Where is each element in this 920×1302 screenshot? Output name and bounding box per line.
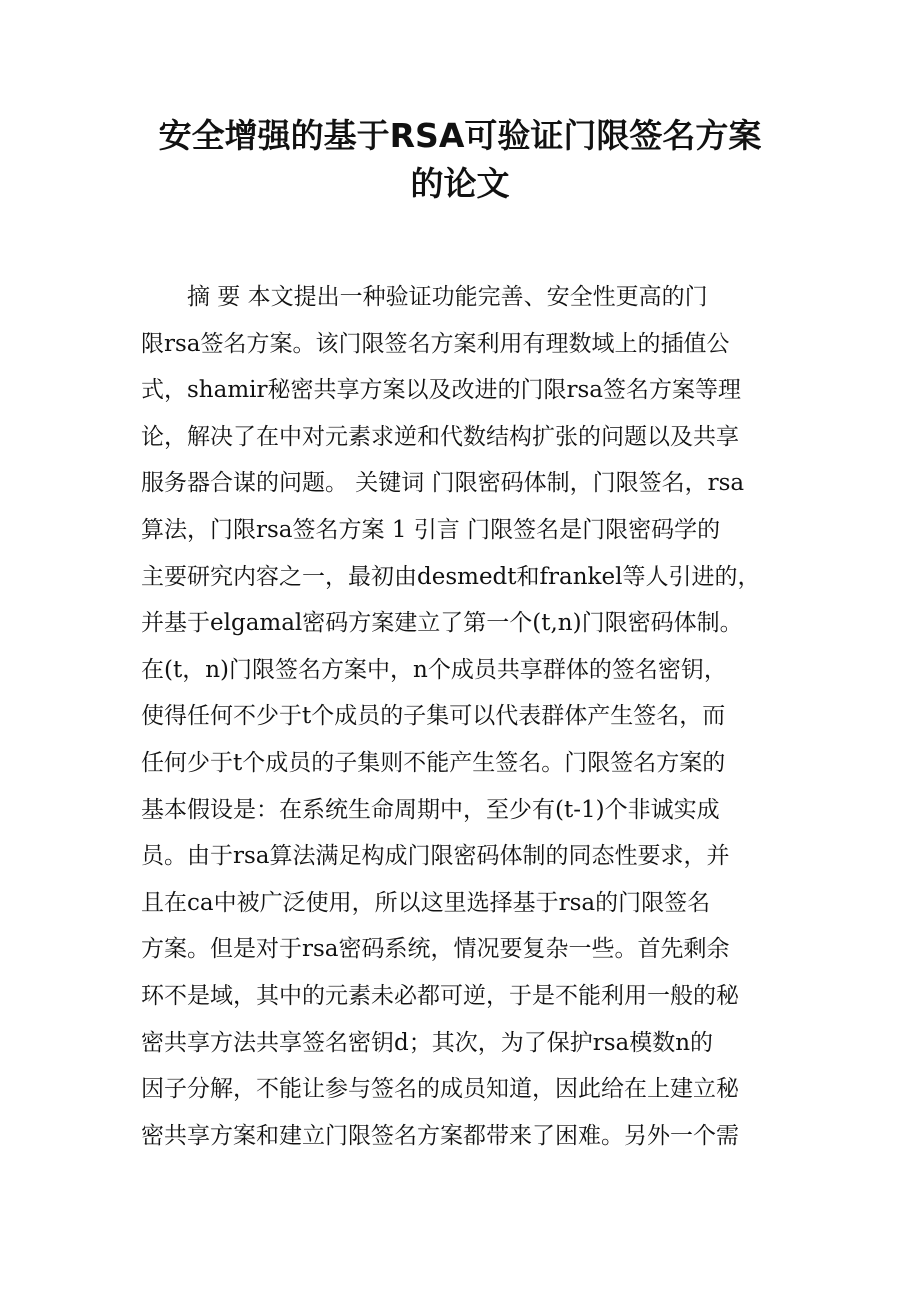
body-line: 式，shamir秘密共享方案以及改进的门限rsa签名方案等理 xyxy=(141,377,741,404)
title-line-2: 的论文 xyxy=(410,164,510,203)
title-line-1: 安全增强的基于RSA可验证门限签名方案 xyxy=(158,116,762,155)
body-line: 服务器合谋的问题。 关键词 门限密码体制，门限签名，rsa xyxy=(141,470,745,497)
body-line: 限rsa签名方案。该门限签名方案利用有理数域上的插值公 xyxy=(141,330,730,357)
body-line: 密共享方法共享签名密钥d；其次，为了保护rsa模数n的 xyxy=(141,1029,714,1056)
body-line: 方案。但是对于rsa密码系统，情况要复杂一些。首先剩余 xyxy=(141,936,730,963)
body-line: 基本假设是：在系统生命周期中，至少有(t-1)个非诚实成 xyxy=(141,796,720,823)
body-line: 在(t，n)门限签名方案中，n个成员共享群体的签名密钥， xyxy=(141,656,727,683)
body-line: 员。由于rsa算法满足构成门限密码体制的同态性要求，并 xyxy=(141,843,730,870)
body-line: 且在ca中被广泛使用，所以这里选择基于rsa的门限签名 xyxy=(141,889,711,916)
body-line: 摘 要 本文提出一种验证功能完善、安全性更高的门 xyxy=(141,284,708,310)
body-line: 论，解决了在中对元素求逆和代数结构扩张的问题以及共享 xyxy=(141,423,739,450)
body-line: 任何少于t个成员的子集则不能产生签名。门限签名方案的 xyxy=(141,749,726,776)
body-line: 使得任何不少于t个成员的子集可以代表群体产生签名，而 xyxy=(141,703,726,730)
body-line: 并基于elgamal密码方案建立了第一个(t,n)门限密码体制。 xyxy=(141,610,743,637)
document-body xyxy=(141,274,821,1159)
body-line: 算法，门限rsa签名方案 1 引言 门限签名是门限密码学的 xyxy=(141,516,721,543)
body-line: 因子分解，不能让参与签名的成员知道，因此给在上建立秘 xyxy=(141,1076,739,1103)
document-title xyxy=(60,112,860,208)
body-line: 环不是域，其中的元素未必都可逆，于是不能利用一般的秘 xyxy=(141,982,739,1009)
body-line: 主要研究内容之一，最初由desmedt和frankel等人引进的， xyxy=(141,563,761,590)
body-line: 密共享方案和建立门限签名方案都带来了困难。另外一个需 xyxy=(141,1122,739,1149)
